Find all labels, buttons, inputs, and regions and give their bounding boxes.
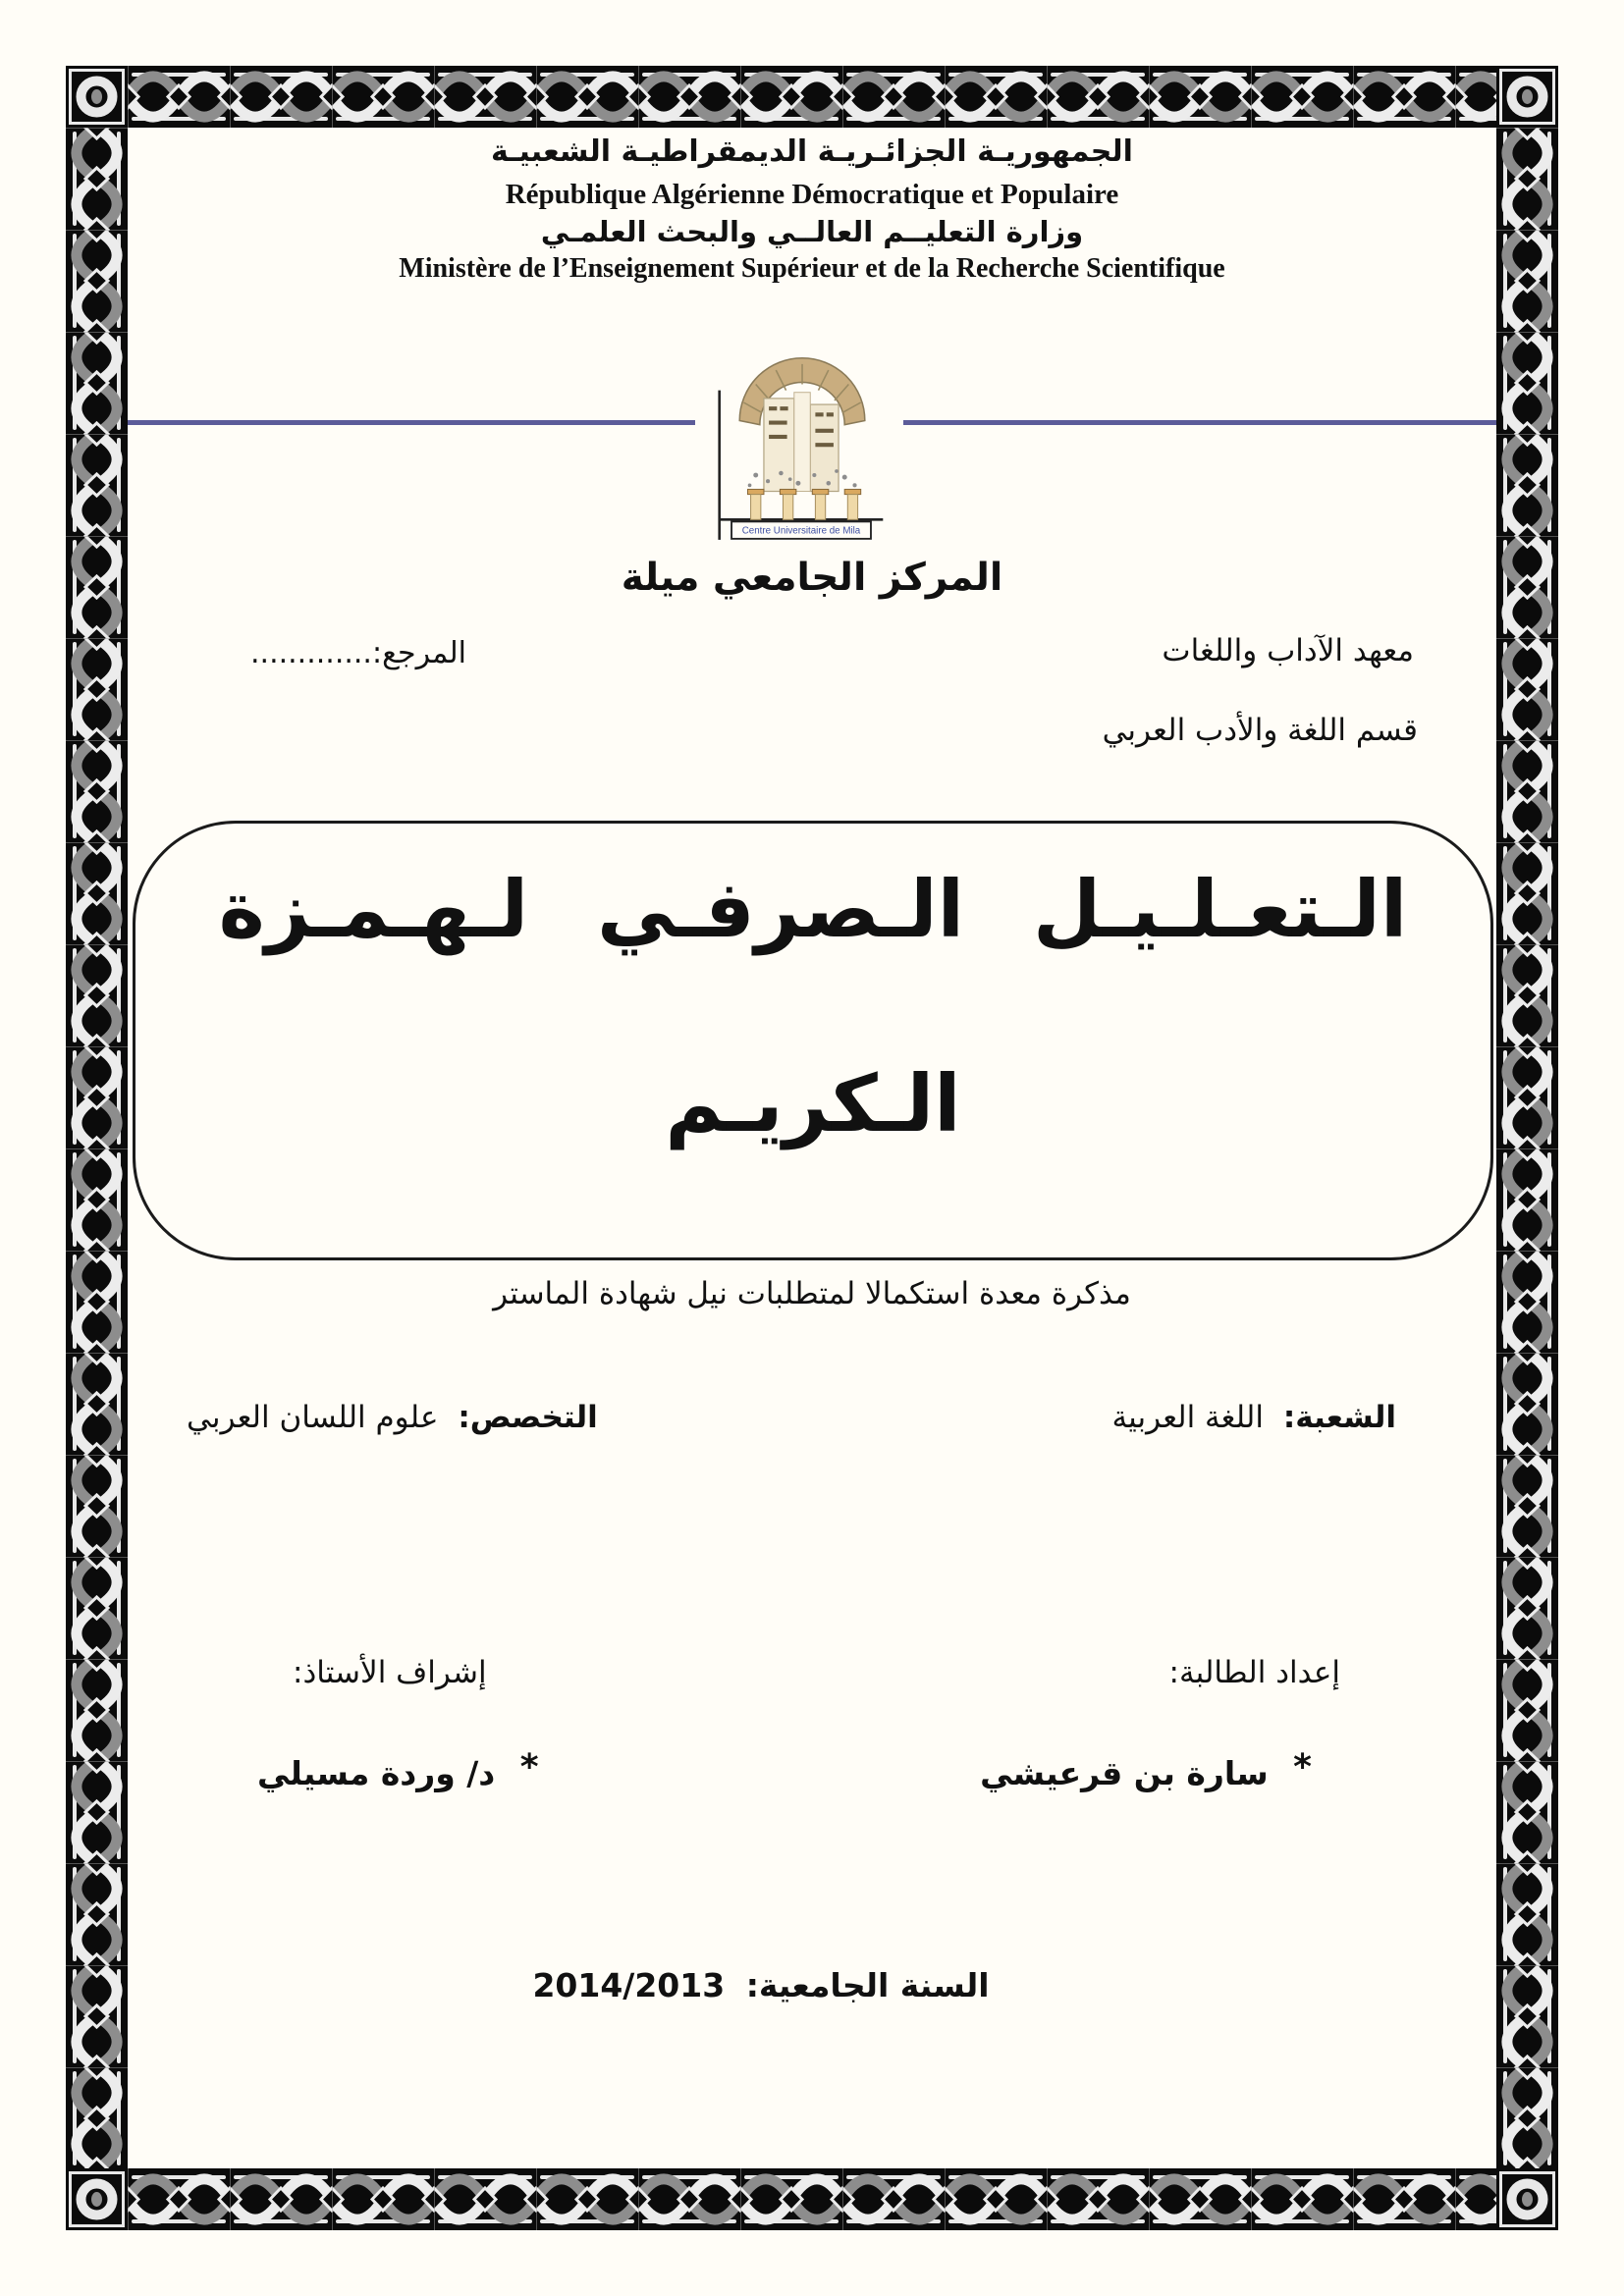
university-name: المركز الجامعي ميلة [621, 556, 1003, 600]
thesis-subtitle: مذكرة معدة استكمالا لمتطلبات نيل شهادة الماستر [493, 1276, 1131, 1311]
logo-caption: Centre Universitaire de Mila [741, 525, 861, 537]
branch-value: اللغة العربية [1111, 1400, 1264, 1435]
student-heading: إعداد الطالبة: [1168, 1655, 1340, 1690]
divider-line-left [128, 420, 695, 425]
specialty-label: التخصص: [458, 1400, 598, 1435]
supervisor-heading: إشراف الأستاذ: [293, 1655, 487, 1690]
reference-field: المرجع:............. [250, 636, 466, 670]
republic-name-french: République Algérienne Démocratique et Populaire [505, 178, 1119, 210]
ministry-name-arabic: وزارة التعليــم العالــي والبحث العلمـي [540, 214, 1084, 248]
academic-year-label: السنة الجامعية: [745, 1966, 990, 2004]
student-name [980, 1747, 1312, 1792]
divider-line-right [903, 420, 1496, 425]
supervisor-bullet: * [519, 1747, 539, 1788]
supervisor-name-text: د/ وردة مسيلي [257, 1754, 496, 1792]
branch-field [1111, 1400, 1396, 1435]
supervisor-name [257, 1747, 539, 1792]
specialty-field [187, 1400, 598, 1435]
academic-year [128, 1966, 1394, 2004]
republic-name-arabic: الجمهوريـة الجزائـريـة الديمقراطيـة الشعبيـة [491, 134, 1133, 169]
thesis-title-line1: الـتعـلـيـل الـصرفـي لـهـمـزة [218, 864, 1408, 955]
student-bullet: * [1293, 1747, 1312, 1788]
university-logo [705, 332, 897, 544]
department-name: قسم اللغة والأدب العربي [1102, 713, 1418, 748]
student-name-text: سارة بن قرعيشي [980, 1754, 1269, 1792]
branch-label: الشعبة: [1282, 1400, 1396, 1435]
header-block [128, 133, 1496, 286]
specialty-value: علوم اللسان العربي [187, 1400, 439, 1435]
institute-name: معهد الآداب واللغات [1162, 633, 1414, 668]
thesis-title-line2: الـكريـم [665, 1058, 961, 1149]
thesis-title-box [133, 821, 1493, 1260]
academic-year-value: 2014/2013 [532, 1966, 726, 2004]
ministry-name-french: Ministère de l’Enseignement Supérieur et de la Recherche Scientifique [399, 253, 1225, 284]
